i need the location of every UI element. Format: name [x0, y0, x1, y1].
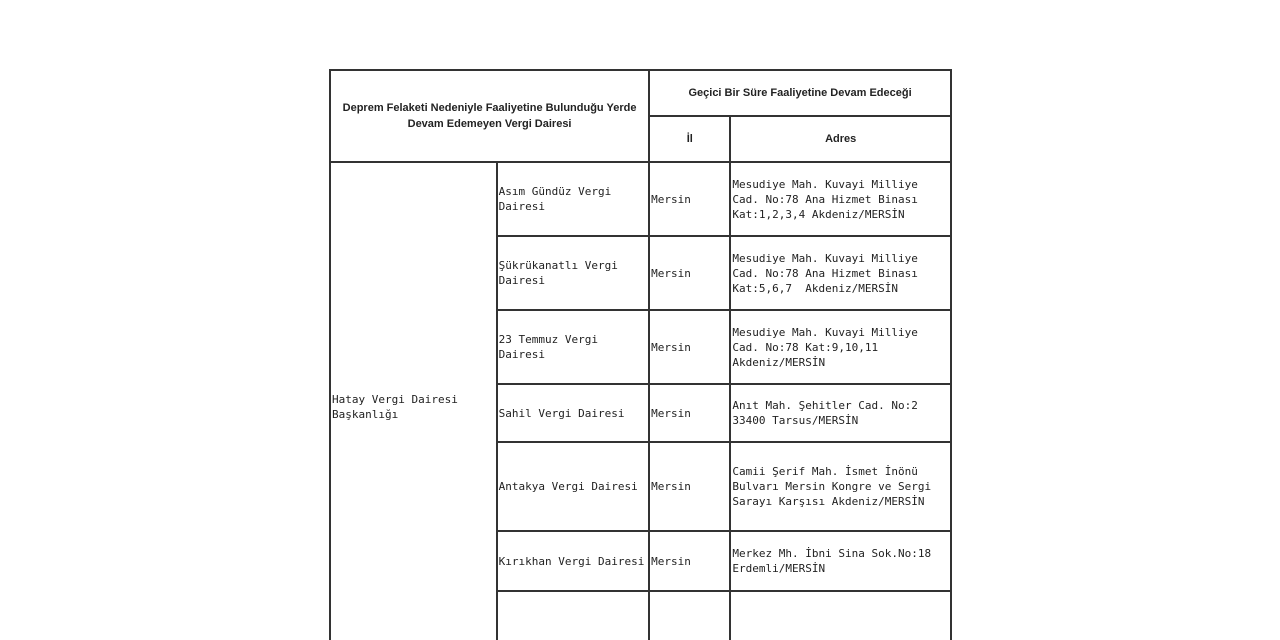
tax-office-table-container [329, 69, 952, 640]
address-cell: Mesudiye Mah. Kuvayi Milliye Cad. No:78 Ana Hizmet Binası Kat:1,2,3,4 Akdeniz/MERSİN [730, 162, 951, 236]
header-province: İl [649, 116, 730, 162]
office-cell: Kırıkhan Vergi Dairesi [497, 531, 649, 591]
province-cell: Mersin [649, 310, 730, 384]
province-cell: Mersin [649, 531, 730, 591]
province-cell: Mersin [649, 384, 730, 442]
header-temporary-location: Geçici Bir Süre Faaliyetine Devam Edeceği [649, 70, 951, 116]
office-cell: Asım Gündüz Vergi Dairesi [497, 162, 649, 236]
province-cell: Mersin [649, 236, 730, 310]
tax-office-relocation-table [329, 69, 952, 640]
province-cell [649, 591, 730, 640]
office-cell: 23 Temmuz Vergi Dairesi [497, 310, 649, 384]
address-cell: Merkez Mh. İbni Sina Sok.No:18 Erdemli/MERSİN [730, 531, 951, 591]
office-cell: Sahil Vergi Dairesi [497, 384, 649, 442]
office-cell [497, 591, 649, 640]
header-affected-office: Deprem Felaketi Nedeniyle Faaliyetine Bulunduğu Yerde Devam Edemeyen Vergi Dairesi [330, 70, 649, 162]
directorate-cell: Hatay Vergi Dairesi Başkanlığı [330, 162, 497, 640]
header-address: Adres [730, 116, 951, 162]
table-row [330, 162, 951, 236]
province-cell: Mersin [649, 162, 730, 236]
office-cell: Antakya Vergi Dairesi [497, 442, 649, 531]
address-cell [730, 591, 951, 640]
address-cell: Mesudiye Mah. Kuvayi Milliye Cad. No:78 Kat:9,10,11 Akdeniz/MERSİN [730, 310, 951, 384]
province-cell: Mersin [649, 442, 730, 531]
address-cell: Camii Şerif Mah. İsmet İnönü Bulvarı Mersin Kongre ve Sergi Sarayı Karşısı Akdeniz/MERSİN [730, 442, 951, 531]
address-cell: Anıt Mah. Şehitler Cad. No:2 33400 Tarsus/MERSİN [730, 384, 951, 442]
office-cell: Şükrükanatlı Vergi Dairesi [497, 236, 649, 310]
address-cell: Mesudiye Mah. Kuvayi Milliye Cad. No:78 Ana Hizmet Binası Kat:5,6,7 Akdeniz/MERSİN [730, 236, 951, 310]
